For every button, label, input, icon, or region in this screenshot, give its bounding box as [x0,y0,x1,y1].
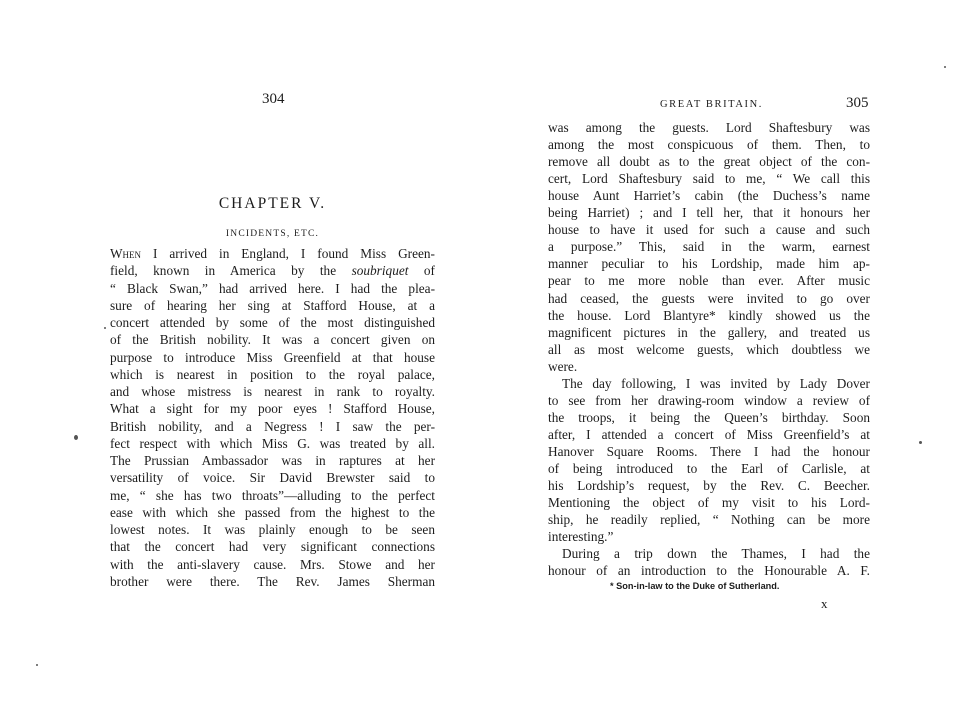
text-line: house Aunt Harriet’s cabin (the Duchess’s name [548,188,870,204]
text-line: purpose to introduce Miss Greenfield at that house [110,349,435,365]
text-line: the troops, it being the Queen’s birthday. Soon [548,409,870,425]
text-line: British nobility, and a Negress ! I saw the per- [110,418,435,434]
scan-speck [36,664,38,666]
text-line: Mentioning the object of my visit to his Lord- [548,495,870,511]
text-line: of being introduced to the Earl of Carlisle, at [548,461,870,476]
text-line: were. [548,358,578,374]
left-page-number: 304 [262,91,285,107]
text-line: ease with which she passed from the highest to the [110,504,435,520]
text-line: which is nearest in position to the royal palace, [110,366,435,382]
text-line: concert attended by some of the most distinguished [110,315,435,330]
text-line: to see from her drawing-room window a review of [548,392,870,408]
text-line: sure of hearing her sing at Stafford House, at a [110,297,435,313]
text-line [110,262,435,279]
text-line: The Prussian Ambassador was in raptures at her [110,453,435,468]
text-line: Hanover Square Rooms. There I had the honour [548,443,870,459]
text-line: During a trip down the Thames, I had the [562,546,870,562]
text-line: “ Black Swan,” had arrived here. I had the plea- [110,280,435,296]
text-line: interesting.” [548,529,614,545]
text-line: being Harriet) ; and I tell her, that it honours her [548,205,870,221]
text-line: of the British nobility. It was a concert given on [110,332,435,348]
scan-speck [919,441,922,444]
text-line: house to have it used for such a cause and such [548,222,870,238]
text-line: a purpose.” This, said in the warm, earnest [548,239,870,255]
text-line: What a sight for my poor eyes ! Stafford House, [110,401,435,417]
text-line: pear to me more noble than ever. After music [548,273,870,289]
text-line: with the anti-slavery cause. Mrs. Stowe and her [110,556,435,572]
text-run: soubriquet [351,263,409,279]
text-line: The day following, I was invited by Lady Dover [562,375,870,391]
chapter-title: CHAPTER V. [218,195,327,212]
text-line: was among the guests. Lord Shaftesbury was [548,120,870,135]
text-line: brother were there. The Rev. James Sherman [110,573,435,589]
scan-speck [944,66,946,68]
text-line: his Lordship’s request, by the Rev. C. Beecher. [548,478,870,494]
text-line: me, “ she has two throats”—alluding to the perfect [110,487,435,503]
text-line: lowest notes. It was plainly enough to be seen [110,522,435,537]
text-line: after, I attended a concert of Miss Greenfield’s at [548,426,870,442]
running-head: GREAT BRITAIN. [660,99,764,110]
right-page-number: 305 [846,95,869,111]
text-line: magnificent pictures in the gallery, and treated us [548,324,870,340]
text-line: that the concert had very significant connections [110,539,435,555]
text-line [110,245,435,262]
text-line: honour of an introduction to the Honourable A. F. [548,563,870,579]
text-line: remove all doubt as to the great object of the con- [548,154,870,170]
chapter-subtitle: INCIDENTS, ETC. [225,229,320,239]
text-run: When [110,246,142,261]
text-line: among the most conspicuous of them. Then, to [548,137,870,153]
text-line: had ceased, the guests were invited to go over [548,290,870,306]
text-line: ship, he readily replied, “ Nothing can be more [548,512,870,528]
scan-speck [74,435,78,440]
footnote: * Son-in-law to the Duke of Sutherland. [610,581,780,591]
text-line: all as most welcome guests, which doubtless we [548,341,870,357]
scan-speck [104,327,106,329]
signature-mark: x [821,596,828,611]
text-run: of [408,263,435,279]
text-line: cert, Lord Shaftesbury said to me, “ We call this [548,171,870,187]
text-line: fect respect with which Miss G. was treated by all. [110,435,435,451]
text-line: versatility of voice. Sir David Brewster said to [110,470,435,486]
text-line: manner peculiar to his Lordship, made him ap- [548,256,870,272]
text-line: the house. Lord Blantyre* kindly showed us the [548,307,870,323]
text-run: I arrived in England, I found Miss Green- [141,246,435,261]
text-line: and whose mistress is nearest in rank to royalty. [110,384,435,399]
text-run: field, known in America by the [110,263,352,279]
